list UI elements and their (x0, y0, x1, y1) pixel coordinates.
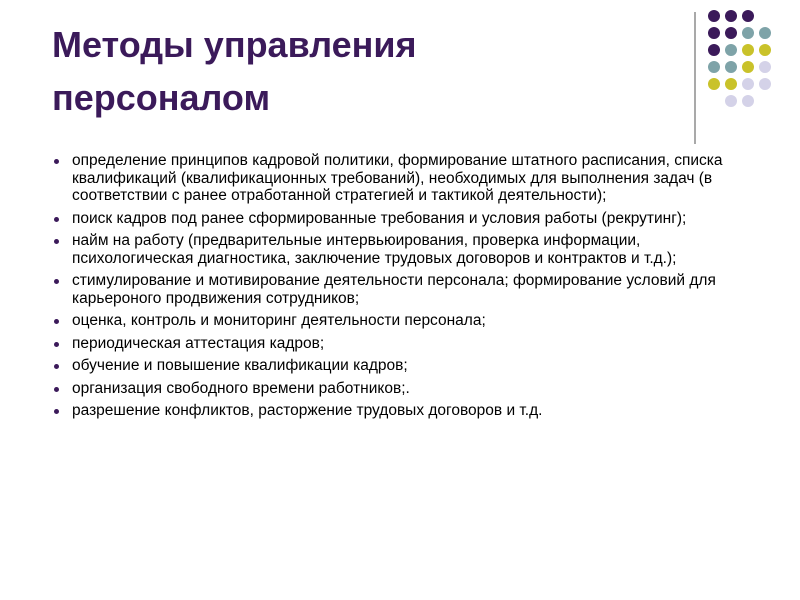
bullet-icon (54, 217, 59, 222)
bullet-item (54, 312, 754, 330)
bullet-icon (54, 279, 59, 284)
decorative-dot (708, 44, 720, 56)
bullet-list (54, 152, 754, 425)
bullet-item (54, 210, 754, 228)
bullet-icon (54, 239, 59, 244)
bullet-text: найм на работу (предварительные интервьюирования, проверка информации, психологическая диагностика, заключение трудовых договоров и контрактов и т.д.); (72, 232, 677, 267)
bullet-icon (54, 364, 59, 369)
bullet-text: определение принципов кадровой политики, формирование штатного расписания, списка квалификаций (квалификационных требований), необходимых для выполнения задач (в соответствии с ранее отработанной стратегией и тактикой деятельности); (72, 152, 723, 204)
decorative-dot (725, 95, 737, 107)
decorative-dot (725, 78, 737, 90)
bullet-icon (54, 319, 59, 324)
decorative-dot (708, 10, 720, 22)
bullet-item (54, 380, 754, 398)
bullet-item (54, 402, 754, 420)
bullet-text: поиск кадров под ранее сформированные требования и условия работы (рекрутинг); (72, 209, 687, 227)
bullet-icon (54, 342, 59, 347)
decorative-dot (742, 61, 754, 73)
bullet-text: стимулирование и мотивирование деятельности персонала; формирование условий для карьероного продвижения сотрудников; (72, 272, 716, 307)
decorative-dot (742, 78, 754, 90)
decorative-dot (725, 44, 737, 56)
decorative-dot (742, 27, 754, 39)
bullet-item (54, 335, 754, 353)
decorative-dot (742, 95, 754, 107)
bullet-icon (54, 409, 59, 414)
decorative-dot (725, 10, 737, 22)
bullet-text: обучение и повышение квалификации кадров; (72, 357, 408, 374)
decorative-dot (725, 61, 737, 73)
bullet-text: периодическая аттестация кадров; (72, 334, 325, 352)
decorative-dot (759, 78, 771, 90)
bullet-icon (54, 159, 59, 164)
decorative-dot (708, 78, 720, 90)
slide-title-line-2: персоналом (52, 77, 271, 118)
decorative-dot (708, 61, 720, 73)
bullet-item (54, 152, 754, 205)
decorative-dot (759, 44, 771, 56)
decorative-dot (742, 10, 754, 22)
decorative-dot (759, 61, 771, 73)
decorative-dot (725, 27, 737, 39)
bullet-icon (54, 387, 59, 392)
bullet-text: организация свободного времени работников;. (72, 379, 410, 397)
slide-title-line-1: Методы управления (52, 24, 417, 65)
decorative-dot (742, 44, 754, 56)
decorative-divider (694, 12, 696, 144)
slide-title (52, 18, 652, 124)
bullet-text: оценка, контроль и мониторинг деятельности персонала; (72, 312, 486, 329)
decorative-dot-grid (708, 10, 778, 130)
bullet-text: разрешение конфликтов, расторжение трудовых договоров и т.д. (72, 402, 543, 419)
bullet-item (54, 272, 754, 307)
bullet-item (54, 357, 754, 375)
decorative-dot (759, 27, 771, 39)
decorative-dot (708, 27, 720, 39)
bullet-item (54, 232, 754, 267)
